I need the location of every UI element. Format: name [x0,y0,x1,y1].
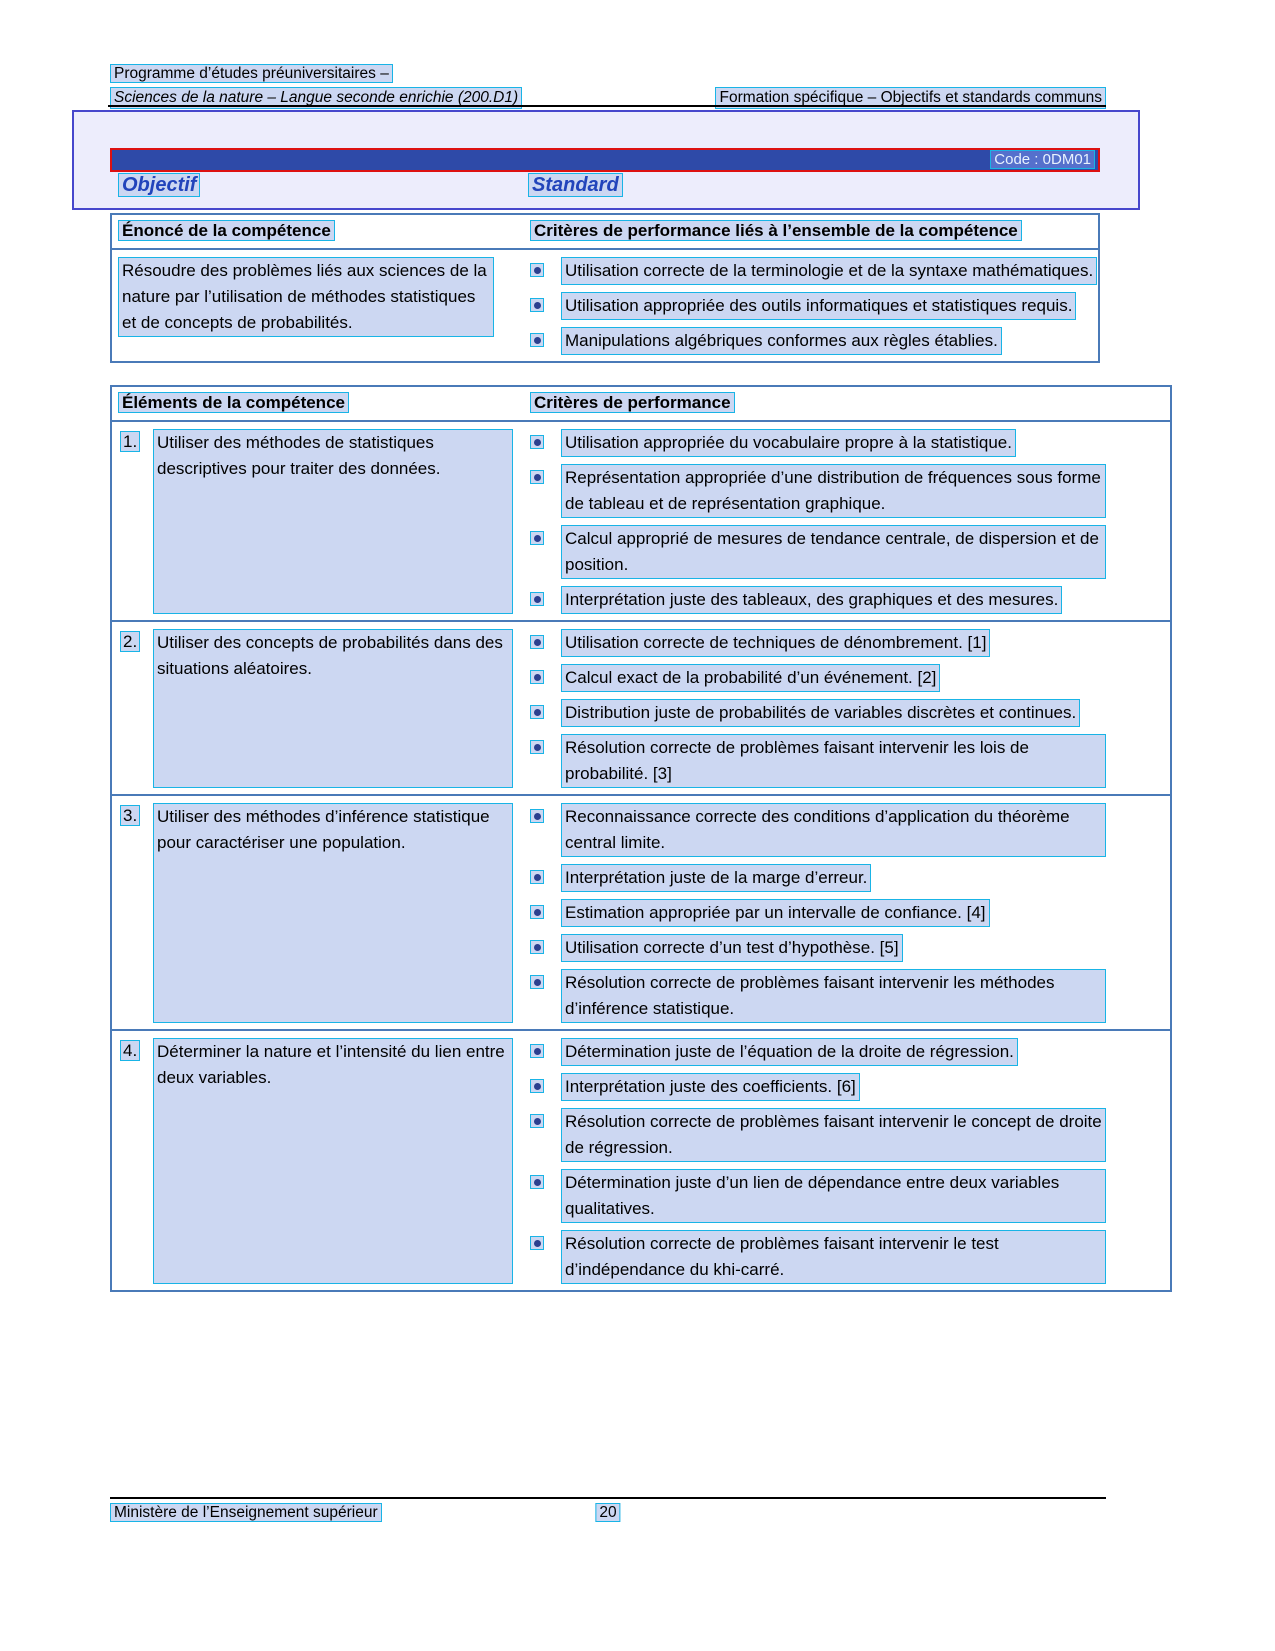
criterion-text: Reconnaissance correcte des conditions d’application du théorème central limite. [561,803,1106,857]
element-row-3 [112,794,1170,1029]
bullet-icon [530,333,544,347]
bullet-icon [530,470,544,484]
element-number [120,1038,144,1284]
criterion-text: Manipulations algébriques conformes aux règles établies. [561,327,1002,355]
criterion-item [530,1073,1170,1101]
competence-table-header [112,215,1098,250]
criterion-text: Résolution correcte de problèmes faisant intervenir les lois de probabilité. [3] [561,734,1106,788]
header-right-text: Formation spécifique – Objectifs et standards communs [715,87,1106,109]
criterion-item [530,1230,1170,1284]
criterion-item [530,899,1170,927]
criterion-item [530,292,1098,320]
bullet-icon [530,705,544,719]
criterion-text: Calcul approprié de mesures de tendance centrale, de dispersion et de position. [561,525,1106,579]
bullet-icon [530,905,544,919]
criterion-item [530,734,1170,788]
element-cell [112,1038,524,1284]
element-number-text: 4. [120,1040,140,1061]
code-banner [110,148,1100,172]
bullet-icon [530,1236,544,1250]
criterion-item [530,1108,1170,1162]
element-cell [112,803,524,1023]
criteria-cell [524,429,1170,614]
criterion-item [530,586,1170,614]
elements-table-header [112,387,1170,422]
criterion-item [530,934,1170,962]
criterion-text: Représentation appropriée d’une distribution de fréquences sous forme de tableau et de représentation graphique. [561,464,1106,518]
criterion-item [530,464,1170,518]
criterion-text: Distribution juste de probabilités de variables discrètes et continues. [561,699,1080,727]
criterion-text: Résolution correcte de problèmes faisant intervenir le test d’indépendance du khi-carré. [561,1230,1106,1284]
element-cell [112,629,524,788]
bullet-icon [530,1079,544,1093]
competence-statement-cell [112,257,524,355]
footer-ministry: Ministère de l’Enseignement supérieur [110,1503,382,1522]
elements-table [110,385,1172,1292]
criterion-item [530,864,1170,892]
bullet-icon [530,298,544,312]
bullet-icon [530,1175,544,1189]
elements-col2-header-text: Critères de performance [530,392,735,413]
header-line1 [110,64,1106,84]
competence-table [110,213,1100,363]
bullet-icon [530,531,544,545]
bullet-icon [530,592,544,606]
element-cell [112,429,524,614]
objectif-heading-text: Objectif [118,173,200,197]
element-text: Utiliser des méthodes de statistiques descriptives pour traiter des données. [153,429,513,614]
program-subtitle: Sciences de la nature – Langue seconde enrichie (200.D1) [110,87,522,109]
competence-statement: Résoudre des problèmes liés aux sciences de la nature par l’utilisation de méthodes statistiques et de concepts de probabilités. [118,257,494,337]
criterion-item [530,803,1170,857]
standard-heading-text: Standard [528,173,623,197]
criterion-item [530,969,1170,1023]
elements-col1-header [112,390,524,416]
bullet-icon [530,740,544,754]
criterion-item [530,429,1170,457]
element-text: Utiliser des méthodes d’inférence statistique pour caractériser une population. [153,803,513,1023]
element-row-2 [112,620,1170,794]
competence-col1-header [112,218,524,244]
criterion-text: Détermination juste d’un lien de dépendance entre deux variables qualitatives. [561,1169,1106,1223]
element-number-text: 2. [120,631,140,652]
criterion-text: Utilisation correcte d’un test d’hypothèse. [5] [561,934,903,962]
page-header [110,64,1106,109]
bullet-icon [530,635,544,649]
bullet-icon [530,940,544,954]
competence-col2-header-text: Critères de performance liés à l’ensemble de la compétence [530,220,1022,241]
standard-heading [528,174,623,197]
element-text: Utiliser des concepts de probabilités dans des situations aléatoires. [153,629,513,788]
element-number [120,803,144,1023]
element-text: Déterminer la nature et l’intensité du lien entre deux variables. [153,1038,513,1284]
criterion-item [530,664,1170,692]
bullet-icon [530,975,544,989]
bullet-icon [530,435,544,449]
page-number-text: 20 [595,1503,620,1522]
criterion-text: Estimation appropriée par un intervalle de confiance. [4] [561,899,990,927]
program-title: Programme d’études préuniversitaires – [110,64,393,83]
criterion-item [530,257,1098,285]
element-number [120,429,144,614]
element-row-4 [112,1029,1170,1290]
criterion-text: Utilisation appropriée des outils informatiques et statistiques requis. [561,292,1076,320]
criterion-text: Utilisation correcte de techniques de dénombrement. [1] [561,629,990,657]
elements-col2-header [524,390,1170,416]
criterion-text: Utilisation correcte de la terminologie et de la syntaxe mathématiques. [561,257,1097,285]
criterion-text: Interprétation juste de la marge d’erreur. [561,864,871,892]
competence-criteria-cell [524,257,1098,355]
criteria-cell [524,1038,1170,1284]
bullet-icon [530,809,544,823]
criterion-text: Interprétation juste des tableaux, des graphiques et des mesures. [561,586,1062,614]
element-row-1 [112,422,1170,620]
element-number [120,629,144,788]
element-number-text: 1. [120,431,140,452]
criterion-item [530,699,1170,727]
criterion-text: Utilisation appropriée du vocabulaire propre à la statistique. [561,429,1016,457]
criterion-item [530,327,1098,355]
elements-col1-header-text: Éléments de la compétence [118,392,349,413]
criterion-text: Résolution correcte de problèmes faisant intervenir les méthodes d’inférence statistique. [561,969,1106,1023]
criterion-item [530,1169,1170,1223]
criteria-cell [524,803,1170,1023]
page-footer [110,1497,1106,1522]
criteria-cell [524,629,1170,788]
competence-col2-header [524,218,1098,244]
page-number [595,1504,620,1522]
objectif-heading [118,174,200,197]
bullet-icon [530,670,544,684]
criterion-text: Résolution correcte de problèmes faisant intervenir le concept de droite de régression. [561,1108,1106,1162]
criterion-item [530,1038,1170,1066]
bullet-icon [530,870,544,884]
competence-col1-header-text: Énoncé de la compétence [118,220,335,241]
header-divider [108,105,1106,107]
competence-table-row [112,250,1098,361]
code-label: Code : 0DM01 [990,150,1095,169]
bullet-icon [530,263,544,277]
criterion-text: Calcul exact de la probabilité d’un événement. [2] [561,664,940,692]
element-number-text: 3. [120,805,140,826]
criterion-text: Détermination juste de l’équation de la droite de régression. [561,1038,1018,1066]
bullet-icon [530,1044,544,1058]
bullet-icon [530,1114,544,1128]
criterion-item [530,525,1170,579]
criterion-item [530,629,1170,657]
criterion-text: Interprétation juste des coefficients. [6] [561,1073,860,1101]
objective-standard-region [72,110,1140,210]
